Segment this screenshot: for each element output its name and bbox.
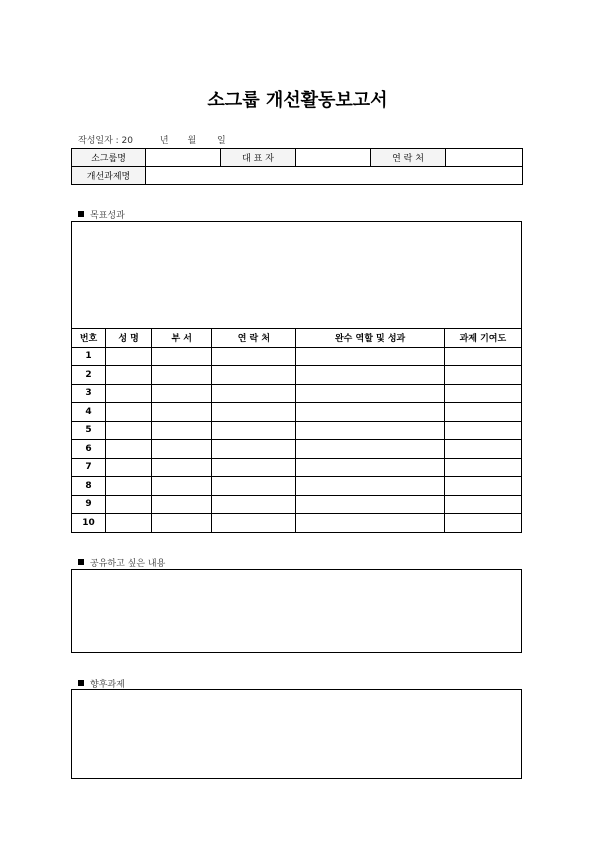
table-row <box>72 384 522 403</box>
section-title-share: 공유하고 싶은 내용 <box>90 559 166 569</box>
page-title: 소그룹 개선활동보고서 <box>207 90 388 111</box>
member-cell[interactable] <box>152 477 212 496</box>
group-name-label: 소그룹명 <box>72 149 146 167</box>
row-number: 1 <box>72 347 106 366</box>
members-header-cell: 번호 <box>72 329 106 348</box>
member-cell[interactable] <box>444 495 521 514</box>
member-cell[interactable] <box>106 477 152 496</box>
member-cell[interactable] <box>152 403 212 422</box>
member-cell[interactable] <box>152 514 212 533</box>
member-cell[interactable] <box>296 440 444 459</box>
table-row <box>72 458 522 477</box>
member-cell[interactable] <box>296 477 444 496</box>
info-row-1 <box>72 149 523 167</box>
section-title-future: 향후과제 <box>90 680 125 690</box>
members-header-cell: 연 락 처 <box>212 329 296 348</box>
contact-label: 연 락 처 <box>371 149 446 167</box>
member-cell[interactable] <box>444 421 521 440</box>
member-cell[interactable] <box>106 458 152 477</box>
group-name-field[interactable] <box>146 149 221 167</box>
member-cell[interactable] <box>106 384 152 403</box>
member-cell[interactable] <box>152 366 212 385</box>
table-row <box>72 477 522 496</box>
table-row <box>72 347 522 366</box>
member-cell[interactable] <box>212 477 296 496</box>
member-cell[interactable] <box>106 347 152 366</box>
representative-field[interactable] <box>296 149 371 167</box>
member-cell[interactable] <box>444 477 521 496</box>
members-header-cell: 성 명 <box>106 329 152 348</box>
members-header-row <box>72 329 522 348</box>
info-row-2 <box>72 167 523 185</box>
year-unit: 년 <box>159 136 169 146</box>
month-unit: 월 <box>187 136 197 146</box>
members-header-cell: 부 서 <box>152 329 212 348</box>
row-number: 4 <box>72 403 106 422</box>
table-row <box>72 421 522 440</box>
row-number: 10 <box>72 514 106 533</box>
section-label-goal <box>78 208 125 221</box>
member-cell[interactable] <box>212 366 296 385</box>
square-bullet-icon <box>78 559 84 565</box>
member-cell[interactable] <box>444 403 521 422</box>
row-number: 7 <box>72 458 106 477</box>
square-bullet-icon <box>78 211 84 217</box>
member-cell[interactable] <box>296 403 444 422</box>
member-cell[interactable] <box>152 458 212 477</box>
row-number: 5 <box>72 421 106 440</box>
member-cell[interactable] <box>444 366 521 385</box>
table-row <box>72 440 522 459</box>
contact-field[interactable] <box>446 149 523 167</box>
member-cell[interactable] <box>212 514 296 533</box>
representative-label: 대 표 자 <box>221 149 296 167</box>
member-cell[interactable] <box>152 384 212 403</box>
member-cell[interactable] <box>106 440 152 459</box>
members-header-cell: 완수 역할 및 성과 <box>296 329 444 348</box>
member-cell[interactable] <box>296 421 444 440</box>
table-row <box>72 495 522 514</box>
member-cell[interactable] <box>106 366 152 385</box>
member-cell[interactable] <box>152 495 212 514</box>
date-label: 작성일자 : 20 <box>78 136 133 146</box>
member-cell[interactable] <box>152 421 212 440</box>
member-cell[interactable] <box>106 514 152 533</box>
row-number: 8 <box>72 477 106 496</box>
member-cell[interactable] <box>296 384 444 403</box>
member-cell[interactable] <box>152 347 212 366</box>
member-cell[interactable] <box>296 495 444 514</box>
task-name-label: 개선과제명 <box>72 167 146 185</box>
member-cell[interactable] <box>212 403 296 422</box>
member-cell[interactable] <box>106 403 152 422</box>
member-cell[interactable] <box>212 347 296 366</box>
member-cell[interactable] <box>296 514 444 533</box>
member-cell[interactable] <box>444 384 521 403</box>
member-cell[interactable] <box>296 347 444 366</box>
member-cell[interactable] <box>106 421 152 440</box>
info-table <box>71 148 523 185</box>
row-number: 2 <box>72 366 106 385</box>
row-number: 3 <box>72 384 106 403</box>
member-cell[interactable] <box>296 458 444 477</box>
member-cell[interactable] <box>444 458 521 477</box>
member-cell[interactable] <box>296 366 444 385</box>
member-cell[interactable] <box>212 421 296 440</box>
members-table <box>71 328 522 533</box>
share-content-box[interactable] <box>71 569 522 653</box>
square-bullet-icon <box>78 680 84 686</box>
members-header-cell: 과제 기여도 <box>444 329 521 348</box>
task-name-field[interactable] <box>146 167 523 185</box>
member-cell[interactable] <box>444 440 521 459</box>
day-unit: 일 <box>217 136 226 146</box>
member-cell[interactable] <box>212 458 296 477</box>
member-cell[interactable] <box>212 495 296 514</box>
table-row <box>72 366 522 385</box>
member-cell[interactable] <box>212 384 296 403</box>
date-line <box>78 133 236 146</box>
goal-content-box[interactable] <box>71 221 522 329</box>
member-cell[interactable] <box>444 347 521 366</box>
future-content-box[interactable] <box>71 689 522 779</box>
table-row <box>72 514 522 533</box>
section-title-goal: 목표성과 <box>90 211 125 221</box>
row-number: 6 <box>72 440 106 459</box>
member-cell[interactable] <box>152 440 212 459</box>
row-number: 9 <box>72 495 106 514</box>
table-row <box>72 403 522 422</box>
section-label-share <box>78 556 165 569</box>
member-cell[interactable] <box>212 440 296 459</box>
member-cell[interactable] <box>106 495 152 514</box>
member-cell[interactable] <box>444 514 521 533</box>
